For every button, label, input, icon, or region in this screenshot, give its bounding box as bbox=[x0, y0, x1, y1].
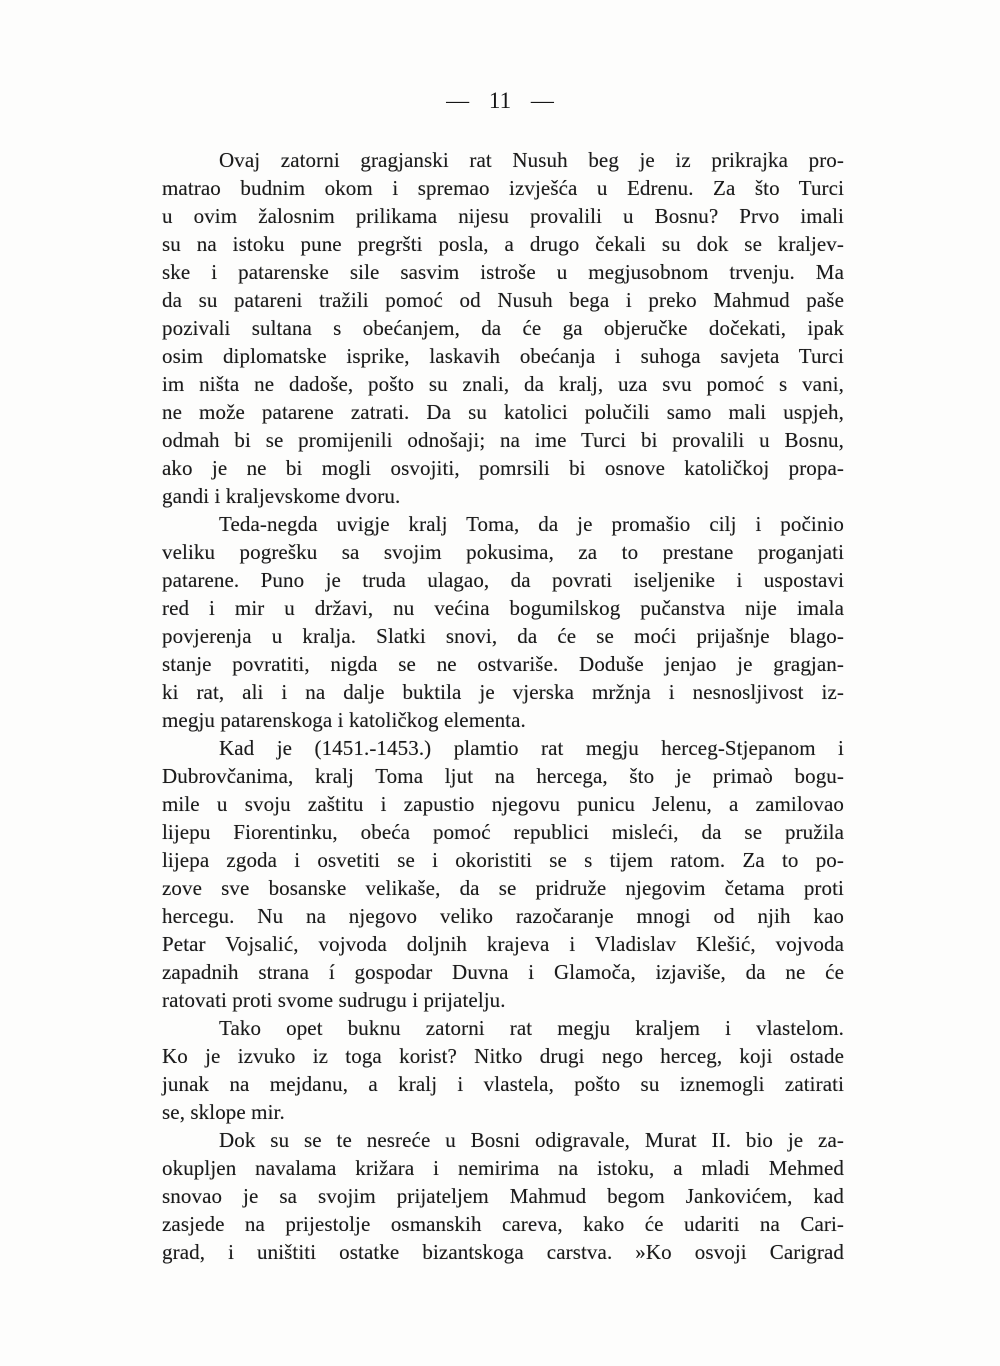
text-line: Ko je izvuko iz toga korist? Nitko drugi nego herceg, koji ostade bbox=[162, 1044, 844, 1068]
text-line: Ovaj zatorni gragjanski rat Nusuh beg je iz prikrajka pro- bbox=[219, 148, 844, 172]
text-line: im ništa ne dadoše, pošto su znali, da kralj, uza svu pomoć s vani, bbox=[162, 372, 844, 396]
text-line: su na istoku pune pregršti posla, a drugo čekali su dok se kraljev- bbox=[162, 232, 844, 256]
paragraph bbox=[162, 146, 844, 510]
text-line: veliku pogrešku sa svojim pokusima, za to prestane proganjati bbox=[162, 540, 844, 564]
text-line: matrao budnim okom i spremao izvješća u Edrenu. Za što Turci bbox=[162, 176, 844, 200]
text-line: Dok su se te nesreće u Bosni odigravale, Murat II. bio je za- bbox=[219, 1128, 844, 1152]
text-line: ako je ne bi mogli osvojiti, pomrsili bi osnove katoličkoj propa- bbox=[162, 456, 844, 480]
text-line: osim diplomatske isprike, laskavih obećanja i suhoga savjeta Turci bbox=[162, 344, 844, 368]
text-line: povjerenja u kralja. Slatki snovi, da će se moći prijašnje blago- bbox=[162, 624, 844, 648]
text-line: zove sve bosanske velikaše, da se pridruže njegovim četama proti bbox=[162, 876, 844, 900]
text-line: ne može patarene zatrati. Da su katolici polučili samo mali uspjeh, bbox=[162, 400, 844, 424]
text-line: mile u svoju zaštitu i zapustio njegovu punicu Jelenu, a zamilovao bbox=[162, 792, 844, 816]
text-line: patarene. Puno je truda ulagao, da povrati iseljenike i uspostavi bbox=[162, 568, 844, 592]
text-line: ki rat, ali i na dalje buktila je vjerska mržnja i nesnosljivost iz- bbox=[162, 680, 844, 704]
text-line: Teda-negda uvigje kralj Toma, da je promašio cilj i počinio bbox=[219, 512, 844, 536]
page-number: — 11 — bbox=[446, 88, 554, 113]
text-line: odmah bi se promijenili odnošaji; na ime Turci bi provalili u Bosnu, bbox=[162, 428, 844, 452]
paragraph bbox=[162, 510, 844, 734]
text-line: red i mir u državi, nu većina bogumilskog pučanstva nije imala bbox=[162, 596, 844, 620]
text-line: u ovim žalosnim prilikama nijesu provalili u Bosnu? Prvo imali bbox=[162, 204, 844, 228]
text-line: hercegu. Nu na njegovo veliko razočaranje mnogi od njih kao bbox=[162, 904, 844, 928]
text-line: pozivali sultana s obećanjem, da će ga objeručke dočekati, ipak bbox=[162, 316, 844, 340]
text-line: snovao je sa svojim prijateljem Mahmud begom Jankovićem, kad bbox=[162, 1184, 844, 1208]
text-block bbox=[162, 146, 844, 1266]
text-line: lijepu Fiorentinku, obeća pomoć republici misleći, da se pružila bbox=[162, 820, 844, 844]
text-line: okupljen navalama križara i nemirima na istoku, a mladi Mehmed bbox=[162, 1156, 844, 1180]
text-line: Petar Vojsalić, vojvoda doljnih krajeva i Vladislav Klešić, vojvoda bbox=[162, 932, 844, 956]
text-line: zasjede na prijestolje osmanskih careva, kako će udariti na Cari- bbox=[162, 1212, 844, 1236]
text-line: megju patarenskoga i katoličkog elementa. bbox=[162, 708, 526, 732]
paragraph bbox=[162, 734, 844, 1014]
paragraph bbox=[162, 1126, 844, 1266]
text-line: se, sklope mir. bbox=[162, 1100, 285, 1124]
text-line: lijepa zgoda i osvetiti se i okoristiti se s tijem ratom. Za to po- bbox=[162, 848, 844, 872]
text-line: grad, i uništiti ostatke bizantskoga carstva. »Ko osvoji Carigrad bbox=[162, 1240, 844, 1264]
text-line: da su patareni tražili pomoć od Nusuh bega i preko Mahmud paše bbox=[162, 288, 844, 312]
text-line: stanje povratiti, nigda se ne ostvariše. Doduše jenjao je gragjan- bbox=[162, 652, 844, 676]
text-line: ske i patarenske sile sasvim istroše u megjusobnom trvenju. Ma bbox=[162, 260, 844, 284]
text-line: Kad je (1451.-1453.) plamtio rat megju herceg-Stjepanom i bbox=[219, 736, 844, 760]
text-line: Tako opet buknu zatorni rat megju kraljem i vlastelom. bbox=[219, 1016, 844, 1040]
text-line: gandi i kraljevskome dvoru. bbox=[162, 484, 401, 508]
text-line: ratovati proti svome sudrugu i prijatelju. bbox=[162, 988, 506, 1012]
text-line: Dubrovčanima, kralj Toma ljut na hercega, što je primaò bogu- bbox=[162, 764, 844, 788]
text-line: zapadnih strana í gospodar Duvna i Glamoča, izjaviše, da ne će bbox=[162, 960, 844, 984]
paragraph bbox=[162, 1014, 844, 1126]
text-line: junak na mejdanu, a kralj i vlastela, pošto su iznemogli zatirati bbox=[162, 1072, 844, 1096]
